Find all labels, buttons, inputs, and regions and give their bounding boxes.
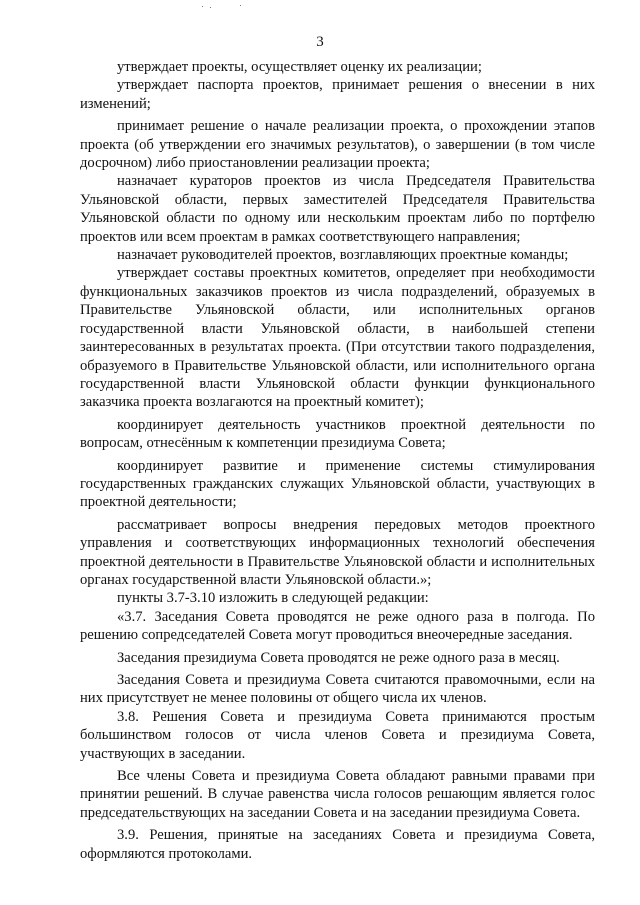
paragraph: утверждает паспорта проектов, принимает решения о внесении в них изменений; bbox=[80, 77, 595, 112]
paragraph: назначает кураторов проектов из числа Председателя Правительства Ульяновской области, первых заместителей Председателя Правительства Ульяновской области по одному или нескольким проектам либо по портфелю проектов или всем проектам в рамках соответствующего направления; bbox=[80, 173, 595, 245]
paragraph: Все члены Совета и президиума Совета обладают равными правами при принятии решений. В случае равенства числа голосов решающим является голос председательствующих на заседании Совета и на заседании президиума Совета. bbox=[80, 768, 595, 821]
paragraph: принимает решение о начале реализации проекта, о прохождении этапов проекта (об утверждении его значимых результатов), о завершении (в том числе досрочном) либо приостановлении реализации проекта; bbox=[80, 118, 595, 172]
paragraph: координирует развитие и применение системы стимулирования государственных гражданских служащих Ульяновской области, участвующих в проектной деятельности; bbox=[80, 457, 595, 511]
page-number: 3 bbox=[316, 34, 324, 50]
scan-specks bbox=[200, 4, 260, 10]
paragraph: рассматривает вопросы внедрения передовых методов проектного управления и соответствующих информационных технологий обеспечения проектной деятельности в Правительстве Ульяновской области и исполнительных органах государственной власти Ульяновской области.»; bbox=[80, 516, 595, 588]
paragraph: утверждает проекты, осуществляет оценку их реализации; bbox=[117, 59, 482, 75]
paragraph: «3.7. Заседания Совета проводятся не реже одного раза в полгода. По решению сопредседателей Совета могут проводиться внеочередные заседания. bbox=[80, 608, 595, 644]
paragraph: утверждает составы проектных комитетов, определяет при необходимости функциональных заказчиков проектов из числа подразделений, образуемых в Правительстве Ульяновской области, или исполнительных органов государственной власти Ульяновской области, в наибольшей степени заинтересованных в результатах проекта. (При отсутствии такого подразделения, образуемого в Правительстве Ульяновской области, или исполнительного органа государственной власти Ульяновской области функции функционального заказчика проекта возлагаются на проектный комитет); bbox=[80, 265, 595, 411]
document-body bbox=[80, 58, 595, 863]
paragraph: пункты 3.7-3.10 изложить в следующей редакции: bbox=[117, 590, 429, 607]
paragraph: назначает руководителей проектов, возглавляющих проектные команды; bbox=[117, 247, 569, 264]
paragraph: Заседания президиума Совета проводятся не реже одного раза в месяц. bbox=[117, 649, 560, 666]
paragraph: 3.9. Решения, принятые на заседаниях Совета и президиума Совета, оформляются протоколами. bbox=[80, 827, 595, 862]
paragraph: Заседания Совета и президиума Совета считаются правомочными, если на них присутствует не менее половины от общего числа их членов. bbox=[80, 672, 595, 707]
paragraph: 3.8. Решения Совета и президиума Совета принимаются простым большинством голосов от числа членов Совета и президиума Совета, участвующих в заседании. bbox=[80, 708, 595, 762]
paragraph: координирует деятельность участников проектной деятельности по вопросам, отнесённым к компетенции президиума Совета; bbox=[80, 416, 595, 452]
